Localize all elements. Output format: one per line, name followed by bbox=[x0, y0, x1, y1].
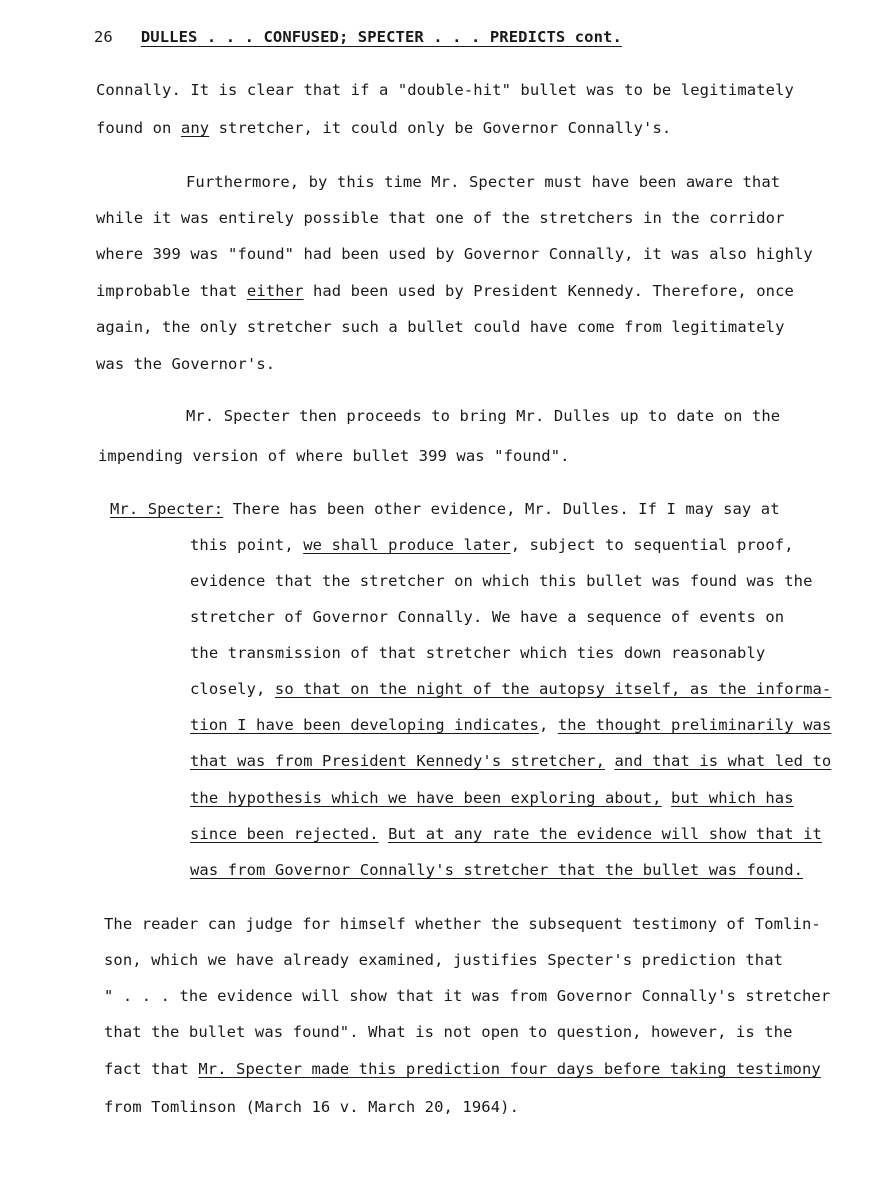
page-header bbox=[94, 27, 622, 47]
quote-line10 bbox=[190, 824, 822, 844]
text-run bbox=[379, 825, 388, 843]
para1-line1: Connally. It is clear that if a "double-hit" bullet was to be legitimately bbox=[96, 81, 794, 99]
underlined-text: Mr. Specter made this prediction four days before taking testimony bbox=[198, 1060, 821, 1078]
para4-line2: son, which we have already examined, justifies Specter's prediction that bbox=[104, 951, 784, 969]
para1-line2 bbox=[96, 118, 671, 138]
para2-line6: was the Governor's. bbox=[96, 355, 276, 373]
para4-line4: that the bullet was found". What is not open to question, however, is the bbox=[104, 1023, 793, 1041]
quote-line2 bbox=[190, 535, 794, 555]
text-run: improbable that bbox=[96, 282, 247, 300]
text-run: , subject to sequential proof, bbox=[510, 536, 794, 554]
quote-line5: the transmission of that stretcher which ties down reasonably bbox=[190, 644, 766, 662]
text-run: had been used by President Kennedy. Therefore, once bbox=[303, 282, 794, 300]
quote-line8 bbox=[190, 751, 831, 771]
quote-line3: evidence that the stretcher on which this bullet was found was the bbox=[190, 572, 813, 590]
quote-line4: stretcher of Governor Connally. We have a sequence of events on bbox=[190, 608, 785, 626]
quote-line11 bbox=[190, 860, 803, 880]
quote-line9 bbox=[190, 788, 794, 808]
underlined-text: but which has bbox=[671, 789, 794, 807]
text-run: stretcher, it could only be Governor Connally's. bbox=[209, 119, 672, 137]
underlined-text: the thought preliminarily was bbox=[557, 716, 832, 734]
para4-line1: The reader can judge for himself whether the subsequent testimony of Tomlin- bbox=[104, 915, 821, 933]
underlined-text: any bbox=[180, 119, 210, 137]
underlined-text: was from Governor Connally's stretcher that the bullet was found. bbox=[190, 861, 804, 879]
underlined-text: so that on the night of the autopsy itself, as the informa- bbox=[274, 680, 832, 698]
para3-line1: Mr. Specter then proceeds to bring Mr. Dulles up to date on the bbox=[186, 407, 781, 425]
speaker-label: Mr. Specter: bbox=[110, 500, 224, 518]
underlined-text: since been rejected. bbox=[190, 825, 379, 843]
text-run: , bbox=[538, 716, 558, 734]
underlined-text: But at any rate the evidence will show that it bbox=[388, 825, 822, 843]
quote-line7 bbox=[190, 715, 831, 735]
underlined-text: and that is what led to bbox=[614, 752, 832, 770]
para2-line5: again, the only stretcher such a bullet could have come from legitimately bbox=[96, 318, 785, 336]
text-run: fact that bbox=[104, 1060, 199, 1078]
underlined-text: that was from President Kennedy's stretcher, bbox=[190, 752, 605, 770]
underlined-text: tion I have been developing indicates bbox=[190, 716, 539, 734]
page-title: DULLES . . . CONFUSED; SPECTER . . . PREDICTS cont. bbox=[140, 28, 622, 46]
para4-line6: from Tomlinson (March 16 v. March 20, 1964). bbox=[104, 1098, 519, 1116]
para2-line2: while it was entirely possible that one of the stretchers in the corridor bbox=[96, 209, 785, 227]
para4-line5 bbox=[104, 1059, 821, 1079]
underlined-text: we shall produce later bbox=[303, 536, 511, 554]
underlined-text: the hypothesis which we have been exploring about, bbox=[190, 789, 662, 807]
para4-line3: " . . . the evidence will show that it was from Governor Connally's stretcher bbox=[104, 987, 831, 1005]
text-run: There has been other evidence, Mr. Dulles. If I may say at bbox=[223, 500, 780, 518]
text-run: found on bbox=[96, 119, 181, 137]
text-run bbox=[662, 789, 671, 807]
para2-line1: Furthermore, by this time Mr. Specter must have been aware that bbox=[186, 173, 781, 191]
underlined-text: either bbox=[246, 282, 304, 300]
para2-line4 bbox=[96, 281, 794, 301]
para2-line3: where 399 was "found" had been used by Governor Connally, it was also highly bbox=[96, 245, 813, 263]
text-run: this point, bbox=[190, 536, 304, 554]
text-run: closely, bbox=[190, 680, 275, 698]
page-number: 26 bbox=[94, 28, 113, 46]
quote-line6 bbox=[190, 679, 831, 699]
para3-line2: impending version of where bullet 399 was "found". bbox=[98, 447, 570, 465]
quote-line1 bbox=[110, 499, 780, 519]
